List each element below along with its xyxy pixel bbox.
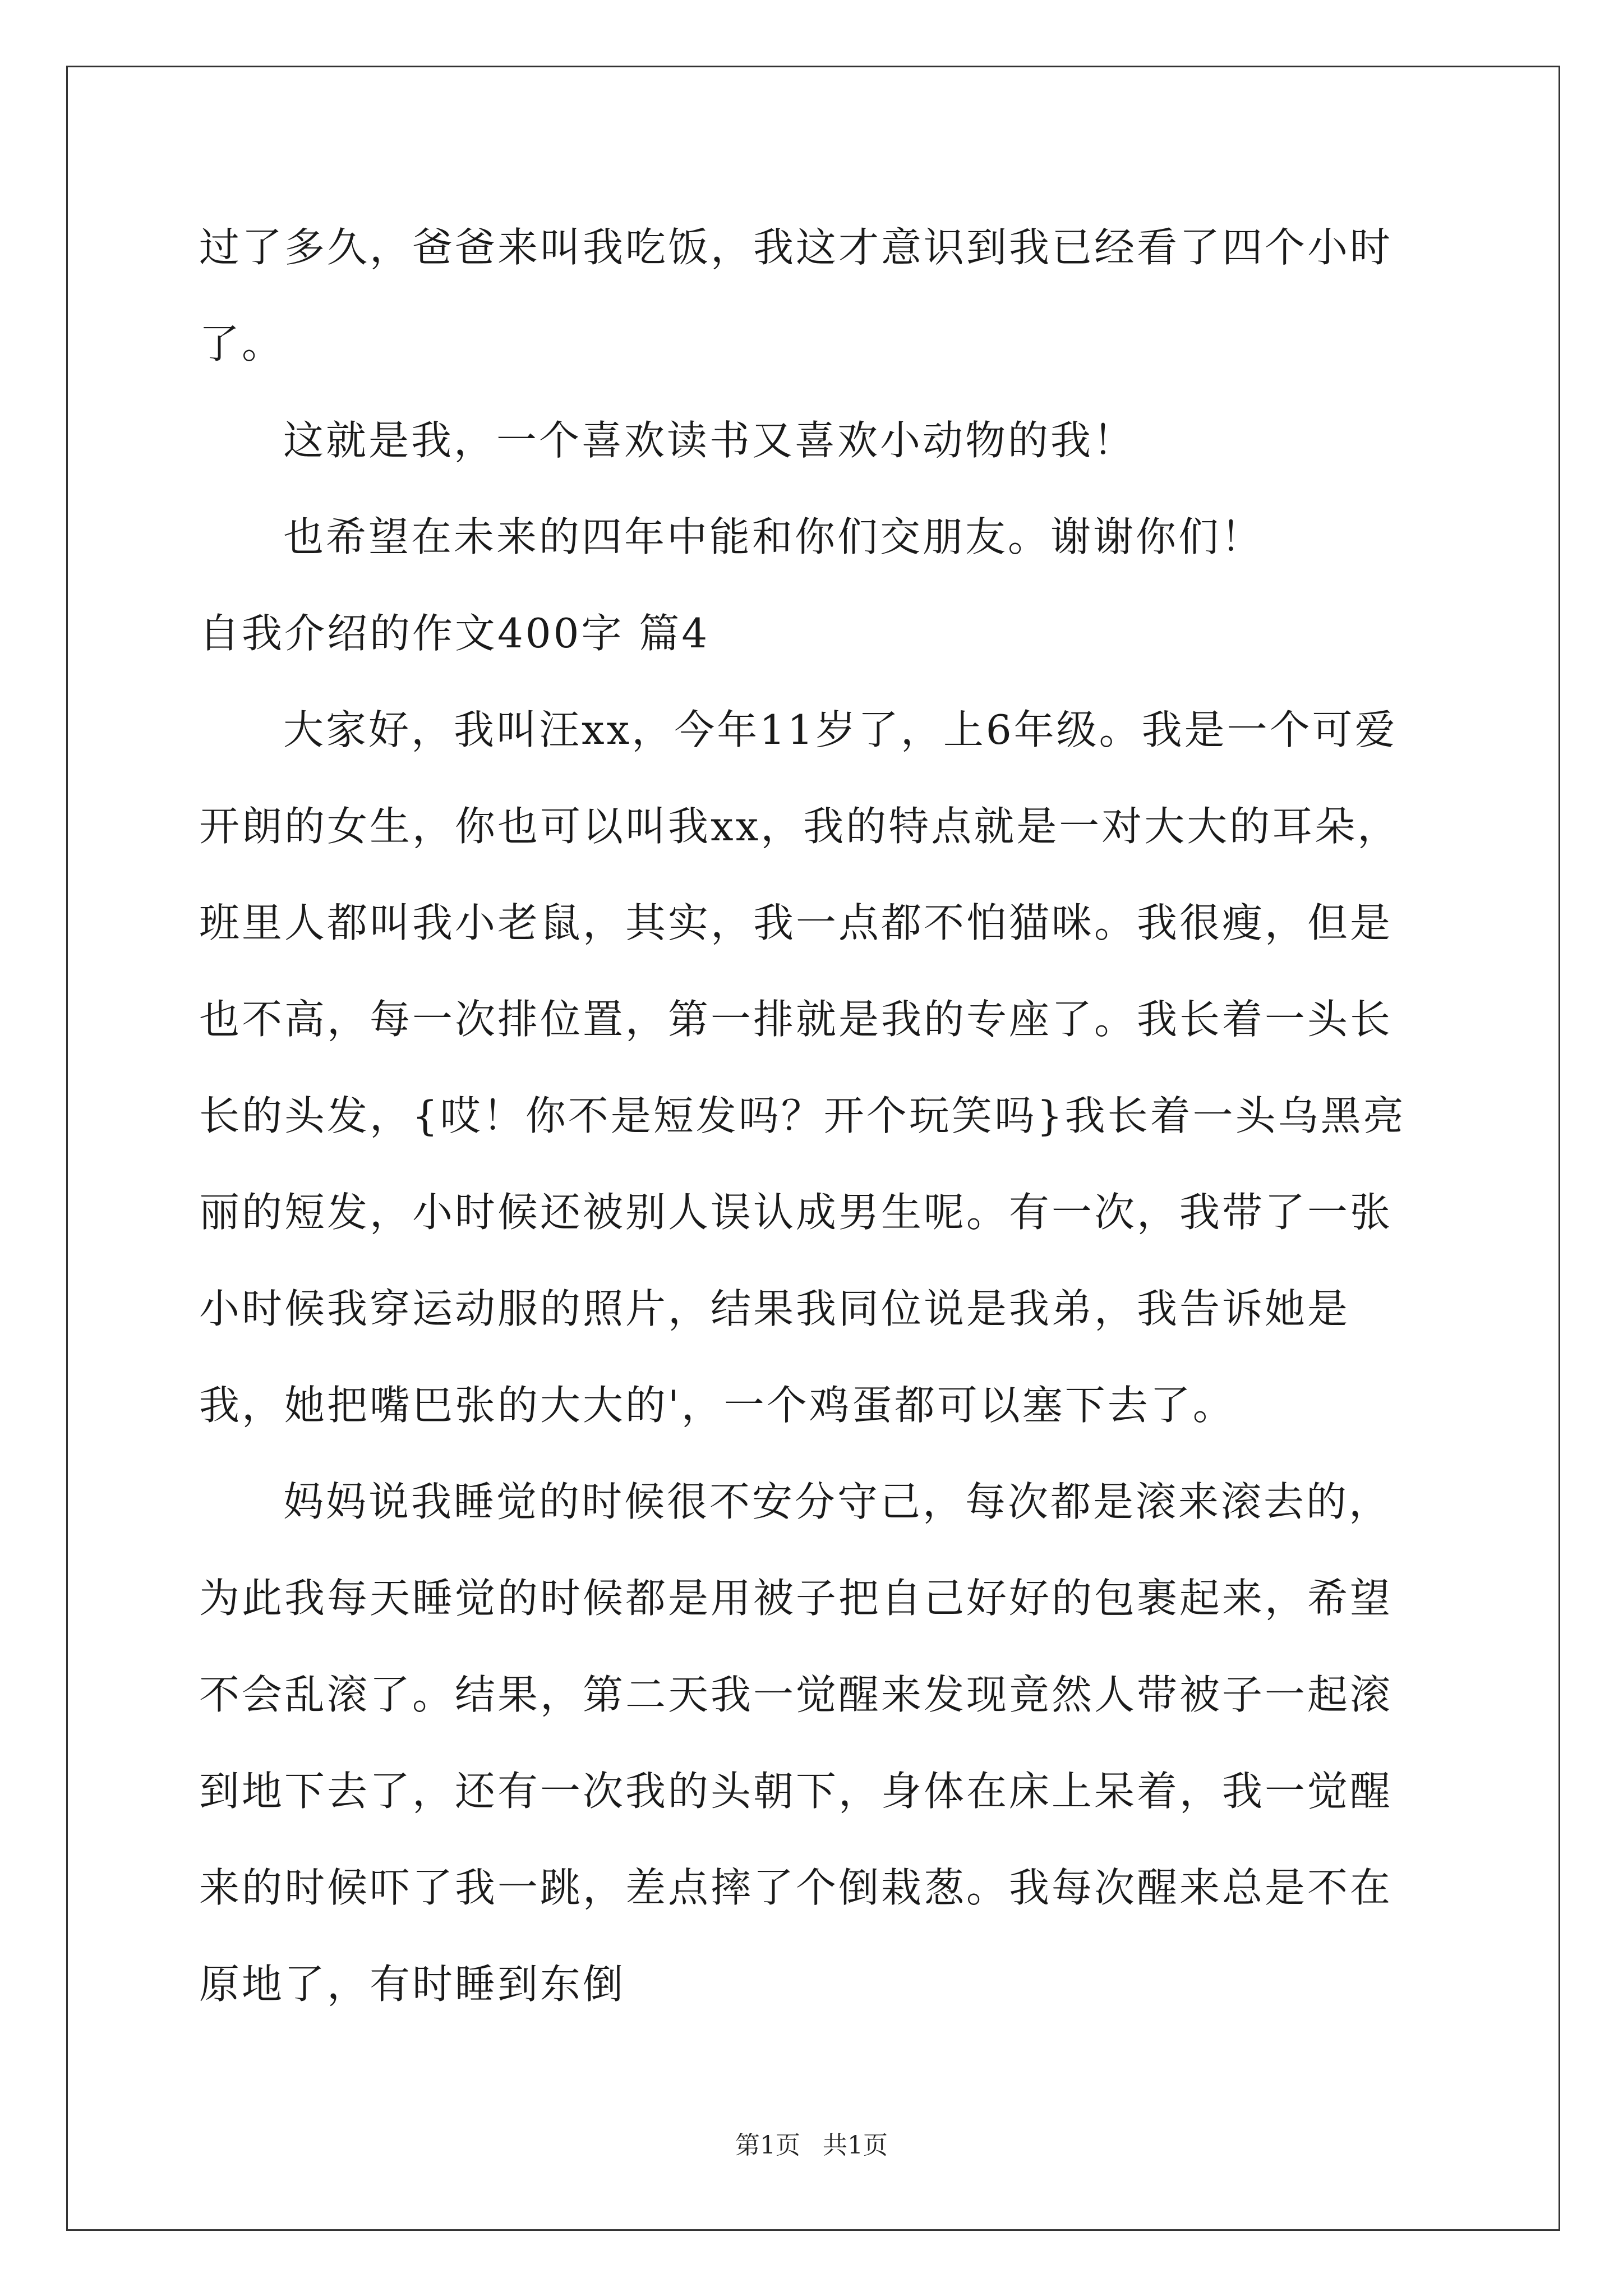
section-heading: 自我介绍的作文400字 篇4 [199,610,710,657]
document-body [199,199,1433,2032]
paragraph-introduction: 大家好，我叫汪xx，今年11岁了，上6年级。我是一个可爱开朗的女生，你也可以叫我xx，我的特点就是一对大大的耳朵，班里人都叫我小老鼠，其实，我一点都不怕猫咪。我很瘦，但是也不高，每一次排位置，第一排就是我的专座了。我长着一头长长的头发，{哎！你不是短发吗？开个玩笑吗}我长着一头乌黑亮丽的短发，小时候还被别人误认成男生呢。有一次，我带了一张小时候我穿运动服的照片，结果我同位说是我弟，我告诉她是我，她把嘴巴张的大大的'，一个鸡蛋都可以塞下去了。 [199,706,1406,1429]
paragraph-this-is-me: 这就是我，一个喜欢读书又喜欢小动物的我！ [283,417,1136,464]
paragraph-hope-friends: 也希望在未来的四年中能和你们交朋友。谢谢你们！ [283,513,1264,560]
page-footer [0,2129,1623,2162]
page-total: 共1页 [823,2131,888,2160]
paragraph-sleeping: 妈妈说我睡觉的时候很不安分守己，每次都是滚来滚去的，为此我每天睡觉的时候都是用被子把自己好好的包裹起来，希望不会乱滚了。结果，第二天我一觉醒来发现竟然人带被子一起滚到地下去了，还有一次我的头朝下，身体在床上呆着，我一觉醒来的时候吓了我一跳，差点摔了个倒栽葱。我每次醒来总是不在原地了，有时睡到东倒 [199,1478,1393,2008]
page-number: 第1页 [735,2131,800,2160]
paragraph-continued: 过了多久，爸爸来叫我吃饭，我这才意识到我已经看了四个小时了。 [199,224,1393,367]
